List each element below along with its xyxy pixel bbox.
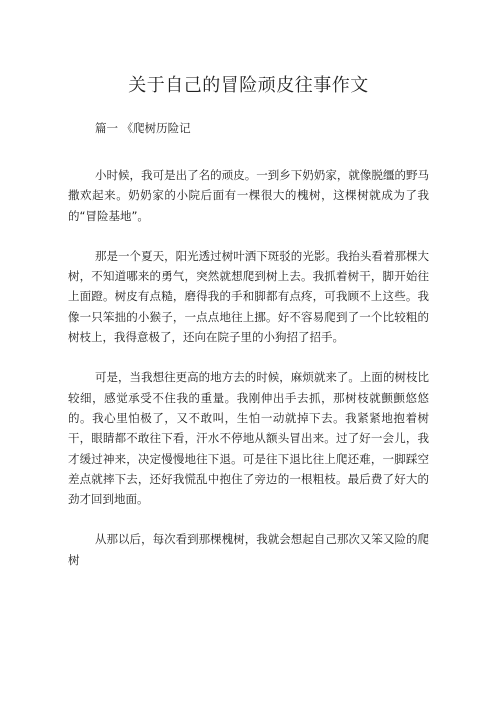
paragraph-2: 那是一个夏天，阳光透过树叶洒下斑驳的光影。我抬头看着那棵大树，不知道哪来的勇气，突然就想爬到树上去。我抓着树干，脚开始往上面蹬。树皮有点糙，磨得我的手和脚都有点疼，可我顾不上这些。我像一只笨拙的小猴子，一点点地往上挪。好不容易爬到了一个比较粗的树枝上，我得意极了，还向在院子里的小狗招了招手。 (68, 248, 429, 345)
paragraph-4: 从那以后，每次看到那棵槐树，我就会想起自己那次又笨又险的爬树 (68, 532, 429, 567)
paragraph-3: 可是，当我想往更高的地方去的时候，麻烦就来了。上面的树枝比较细，感觉承受不住我的重量。我刚伸出手去抓，那树枝就颤颤悠悠的。我心里怕极了，又不敢叫，生怕一动就掉下去。我紧紧地抱着树干，眼睛都不敢往下看，汗水不停地从额头冒出来。过了好一会儿，我才缓过神来，决定慢慢地往下退。可是往下退比往上爬还难，一脚踩空差点就摔下去，还好我慌乱中抱住了旁边的一根粗枝。最后费了好大的劲才回到地面。 (68, 370, 429, 507)
paragraph-1: 小时候，我可是出了名的顽皮。一到乡下奶奶家，就像脱缰的野马撒欢起来。奶奶家的小院后面有一棵很大的槐树，这棵树就成为了我的“冒险基地”。 (68, 168, 429, 223)
document-title: 关于自己的冒险顽皮往事作文 (128, 75, 369, 96)
section-heading: 篇一 《爬树历险记 (95, 121, 191, 135)
